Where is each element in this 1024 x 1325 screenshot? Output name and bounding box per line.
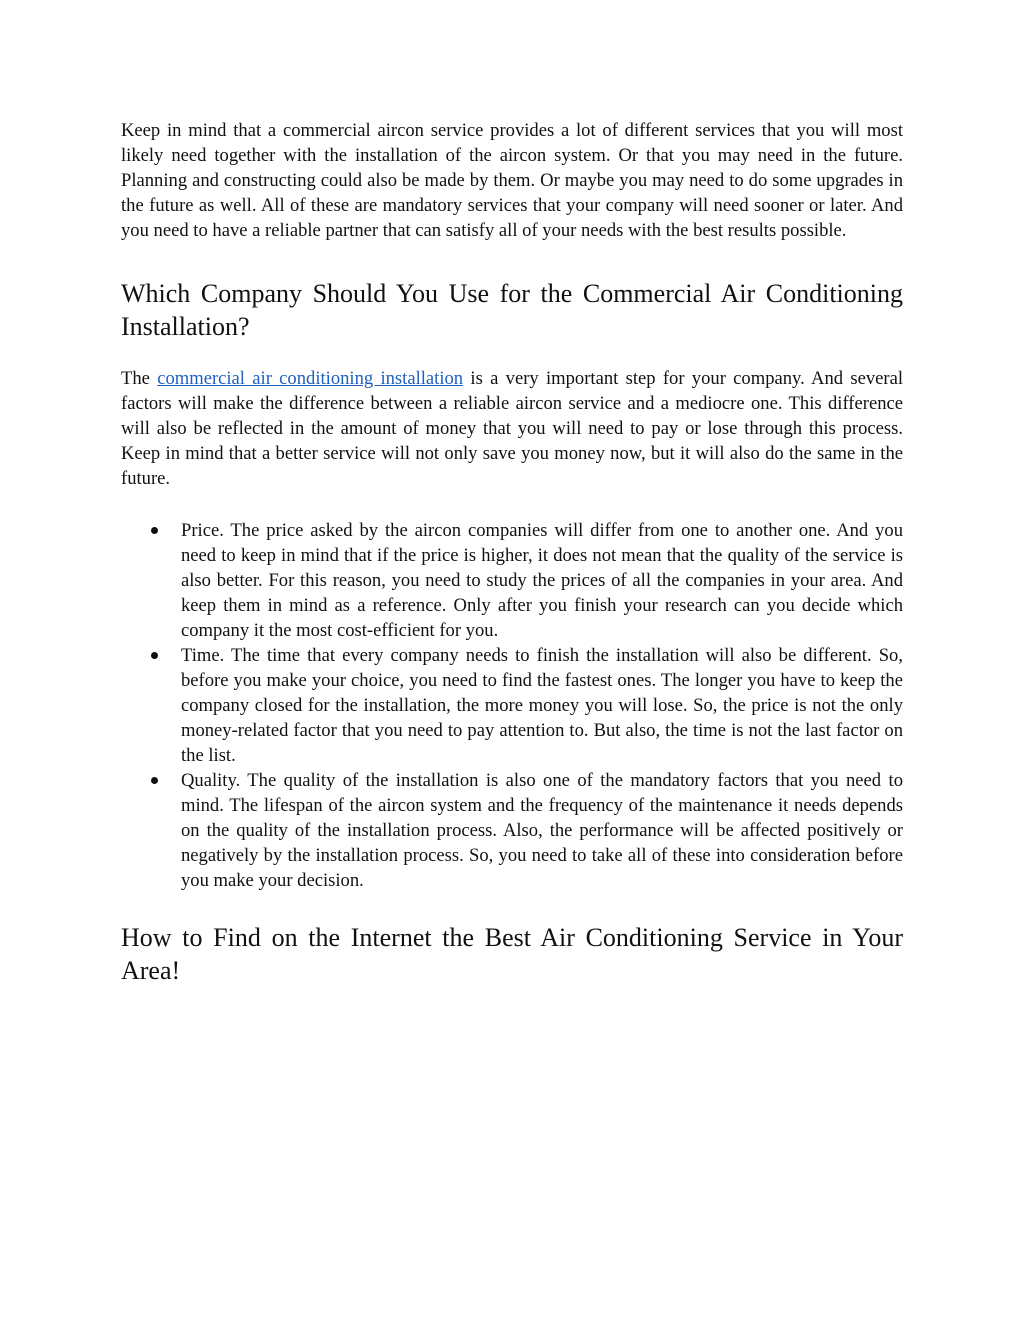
intro-paragraph: Keep in mind that a commercial aircon service provides a lot of different services that you will most likely need together with the installation of the aircon system. Or that you may need in the future. Planning and constructing could also be made by them. Or maybe you may need to do some upgrades in the future as well. All of these are mandatory services that your company will need sooner or later. And you need to have a reliable partner that can satisfy all of your needs with the best results possible. — [121, 120, 903, 241]
section-heading-find-on-internet: How to Find on the Internet the Best Air Conditioning Service in Your Area! — [121, 923, 903, 985]
factors-list — [121, 518, 903, 893]
list-item-text: Time. The time that every company needs to finish the installation will also be different. So, before you make your choice, you need to find the fastest ones. The longer you have to keep the company closed for the installation, the more money you will lose. So, the price is not the only money-related factor that you need to pay attention to. But also, the time is not the last factor on the list. — [181, 645, 903, 766]
installation-paragraph — [121, 366, 903, 491]
bullet-icon — [151, 652, 158, 659]
section-heading-which-company: Which Company Should You Use for the Commercial Air Conditioning Installation? — [121, 279, 903, 341]
paragraph-suffix: is a very important step for your company. And several factors will make the difference between a reliable aircon service and a mediocre one. This difference will also be reflected in the amount of money that you will need to pay or lose through this process. Keep in mind that a better service will not only save you money now, but it will also do the same in the future. — [121, 368, 904, 489]
list-item-text: Price. The price asked by the aircon companies will differ from one to another one. And you need to keep in mind that if the price is higher, it does not mean that the quality of the service is also better. For this reason, you need to study the prices of all the companies in your area. And keep them in mind as a reference. Only after you finish your research can you decide which company it the most cost-efficient for you. — [181, 520, 903, 641]
paragraph-prefix: The — [121, 368, 158, 389]
document-page — [121, 118, 903, 987]
commercial-ac-installation-link[interactable]: commercial air conditioning installation — [157, 368, 464, 389]
bullet-icon — [151, 527, 158, 534]
list-item-quality — [121, 768, 903, 893]
bullet-icon — [151, 777, 158, 784]
list-item-price — [121, 518, 903, 643]
list-item-text: Quality. The quality of the installation is also one of the mandatory factors that you need to mind. The lifespan of the aircon system and the frequency of the maintenance it needs depends on the quality of the installation process. Also, the performance will be affected positively or negatively by the installation process. So, you need to take all of these into consideration before you make your decision. — [181, 770, 903, 891]
list-item-time — [121, 643, 903, 768]
